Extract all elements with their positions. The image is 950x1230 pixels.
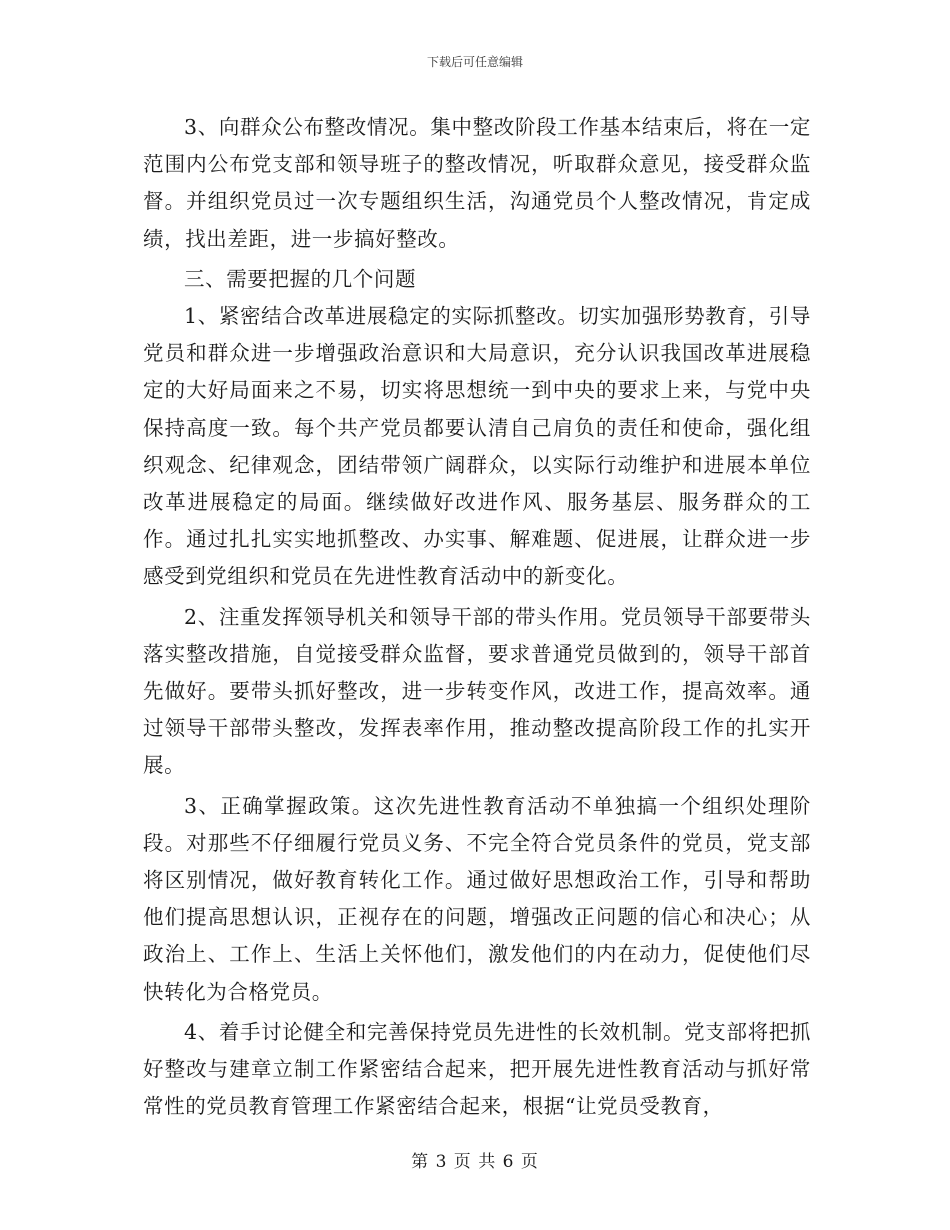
page-header-note: 下载后可任意编辑 [426,55,523,69]
page-number-footer: 第 3 页 共 6 页 [411,1152,539,1172]
paragraph-reform-stability: 1、紧密结合改革进展稳定的实际抓整改。切实加强形势教育，引导党员和群众进一步增强政治意识和大局意识，充分认识我国改革进展稳定的大好局面来之不易，切实将思想统一到中央的要求上来，与党中央保持高度一致。每个共产党员都要认清自己肩负的责任和使命，强化组织观念、纪律观念，团结带领广阔群众，以实际行动维护和进展本单位改革进展稳定的局面。继续做好改进作风、服务基层、服务群众的工作。通过扎扎实实地抓整改、办实事、解难题、促进展，让群众进一步感受到党组织和党员在先进性教育活动中的新变化。 [143,304,811,589]
paragraph-leadership-role: 2、注重发挥领导机关和领导干部的带头作用。党员领导干部要带头落实整改措施，自觉接受群众监督，要求普通党员做到的，领导干部首先做好。要带头抓好整改，进一步转变作风，改进工作，提高效率。通过领导干部带头整改，发挥表率作用，推动整改提高阶段工作的扎实开展。 [143,604,811,778]
paragraph-policy: 3、正确掌握政策。这次先进性教育活动不单独搞一个组织处理阶段。对那些不仔细履行党员义务、不完全符合党员条件的党员，党支部将区别情况，做好教育转化工作。通过做好思想政治工作，引导和帮助他们提高思想认识，正视存在的问题，增强改正问题的信心和决心；从政治上、工作上、生活上关怀他们，激发他们的内在动力，促使他们尽快转化为合格党员。 [143,793,811,1004]
paragraph-publish-rectification: 3、向群众公布整改情况。集中整改阶段工作基本结束后，将在一定范围内公布党支部和领导班子的整改情况，听取群众意见，接受群众监督。并组织党员过一次专题组织生活，沟通党员个人整改情况，肯定成绩，找出差距，进一步搞好整改。 [143,115,811,251]
paragraph-long-term-mechanism: 4、着手讨论健全和完善保持党员先进性的长效机制。党支部将把抓好整改与建章立制工作紧密结合起来，把开展先进性教育活动与抓好常常性的党员教育管理工作紧密结合起来，根据“让党员受教育， [143,1019,811,1119]
document-body [143,109,811,1125]
section-heading-key-issues: 三、需要把握的几个问题 [184,266,417,291]
